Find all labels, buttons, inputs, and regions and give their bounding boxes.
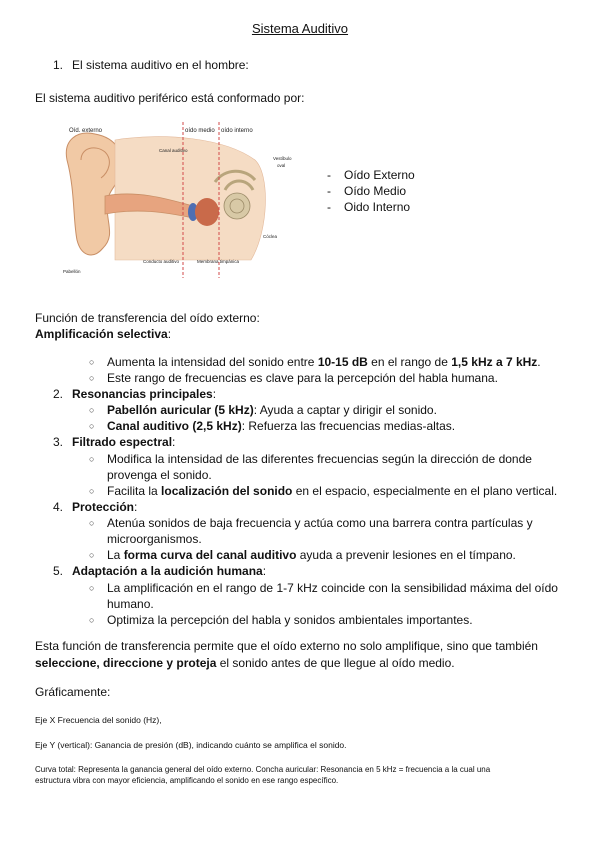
section-4-heading [72,500,137,514]
s2-b1-rest: : Ayuda a captar y dirigir el sonido. [253,403,437,417]
part-inner: Oido Interno [344,200,411,214]
graph-heading: Gráficamente: [35,685,111,699]
label-vestibule: Vestíbulo [273,156,292,161]
function-intro: Función de transferencia del oído externo: [35,311,260,325]
dash-marker: - [327,168,331,182]
s3-bullet-1-line-2: provenga el sonido. [107,468,212,482]
axis-x-description: Eje X Frecuencia del sonido (Hz), [35,715,162,725]
label-outer-ear: Oíd. externo [69,128,103,134]
s2-bullet-1 [107,403,437,417]
axis-y-description: Eje Y (vertical): Ganancia de presión (dB), indicando cuánto se amplifica el sonido. [35,740,347,750]
s2-b2-bold: Canal auditivo (2,5 kHz) [107,419,242,433]
s5-bullet-1-line-2: humano. [107,597,154,611]
s2-b2-rest: : Refuerza las frecuencias medias-altas. [241,419,456,433]
summary-line-2 [35,656,455,670]
label-duct: Conducto auditivo [143,259,180,264]
s3-bullet-1-line-1: Modifica la intensidad de las diferentes frecuencias según la dirección de donde [107,452,532,466]
section-4-number: 4. [53,500,64,514]
s4-bullet-2 [107,548,516,562]
s5-bullet-2: Optimiza la percepción del habla y sonidos ambientales importantes. [107,613,473,627]
section-3-number: 3. [53,435,64,449]
bullet-marker: ○ [89,421,95,431]
page-title: Sistema Auditivo [251,21,349,36]
summary-bold: seleccione, direccione y proteja [35,656,217,670]
s4-b2-bold: forma curva del canal auditivo [123,548,297,562]
s4-b2-pre: La [107,548,124,562]
label-membrane: Membrana timpánica [197,259,240,264]
s3-bullet-2 [107,484,557,498]
s2-b1-bold: Pabellón auricular (5 kHz) [107,403,254,417]
bullet-marker: ○ [89,454,95,464]
part-middle: Oído Medio [344,184,407,198]
s2-bullet-2 [107,419,455,433]
label-oval: oval [277,163,286,168]
amp-b1-db: 10-15 dB [317,355,368,369]
dash-marker: - [327,200,331,214]
section-5-heading [72,564,266,578]
intro-text: El sistema auditivo periférico está conformado por: [35,91,305,105]
amp-bullet-1 [107,355,541,369]
s3-b2-bold: localización del sonido [161,484,293,498]
section-4-label: Protección [72,500,135,514]
section-3-label: Filtrado espectral [72,435,173,449]
s3-b2-pre: Facilita la [107,484,162,498]
label-cochlea: Cóclea [263,234,278,239]
item-1-text: El sistema auditivo en el hombre: [72,58,249,72]
label-middle-ear: oído medio [185,128,215,134]
part-outer: Oído Externo [344,168,415,182]
item-number-1: 1. [53,58,64,72]
s4-b2-post: ayuda a prevenir lesiones en el tímpano. [296,548,516,562]
summary-line-1: Esta función de transferencia permite que el oído externo no solo amplifique, sino que también [35,639,538,653]
bullet-marker: ○ [89,357,95,367]
ear-anatomy-figure [55,120,300,280]
section-3-heading [72,435,175,449]
curve-description-line-2: estructura vibra con mayor eficiencia, amplificando el sonido en ese rango específico. [35,776,339,785]
amp-b1-post: . [537,355,541,369]
section-2-number: 2. [53,387,64,401]
dash-marker: - [327,184,331,198]
bullet-marker: ○ [89,486,95,496]
s4-bullet-1-line-1: Atenúa sonidos de baja frecuencia y actúa como una barrera contra partículas y [107,516,533,530]
bullet-marker: ○ [89,583,95,593]
bullet-marker: ○ [89,405,95,415]
label-canal: Canal auditivo [159,148,188,153]
amp-b1-mid: en el rango de [367,355,452,369]
label-pinna: Pabellón [63,269,81,274]
section-5-colon: : [262,564,267,578]
s4-bullet-1-line-2: microorganismos. [107,532,202,546]
section-4-colon: : [134,500,138,514]
amp-colon: : [167,327,172,341]
amp-b1-pre: Aumenta la intensidad del sonido entre [107,355,318,369]
amp-b1-range: 1,5 kHz a 7 kHz [451,355,538,369]
section-2-heading [72,387,216,401]
section-5-label: Adaptación a la audición humana [72,564,263,578]
summary-rest: el sonido antes de que llegue al oído medio. [216,656,455,670]
amp-bullet-2: Este rango de frecuencias es clave para la percepción del habla humana. [107,371,498,385]
amp-heading [35,327,171,341]
s3-b2-post: en el espacio, especialmente en el plano vertical. [292,484,558,498]
section-2-label: Resonancias principales [72,387,213,401]
bullet-marker: ○ [89,518,95,528]
amp-label: Amplificación selectiva [35,327,168,341]
bullet-marker: ○ [89,615,95,625]
label-inner-ear: oído interno [221,128,253,134]
section-5-number: 5. [53,564,64,578]
section-2-colon: : [212,387,217,401]
bullet-marker: ○ [89,550,95,560]
section-3-colon: : [172,435,176,449]
s5-bullet-1-line-1: La amplificación en el rango de 1-7 kHz coincide con la sensibilidad máxima del oído [107,581,558,595]
bullet-marker: ○ [89,373,95,383]
curve-description-line-1: Curva total: Representa la ganancia general del oído externo. Concha auricular: Resonancia en 5 kHz = frecuencia a la cual una [35,765,491,774]
